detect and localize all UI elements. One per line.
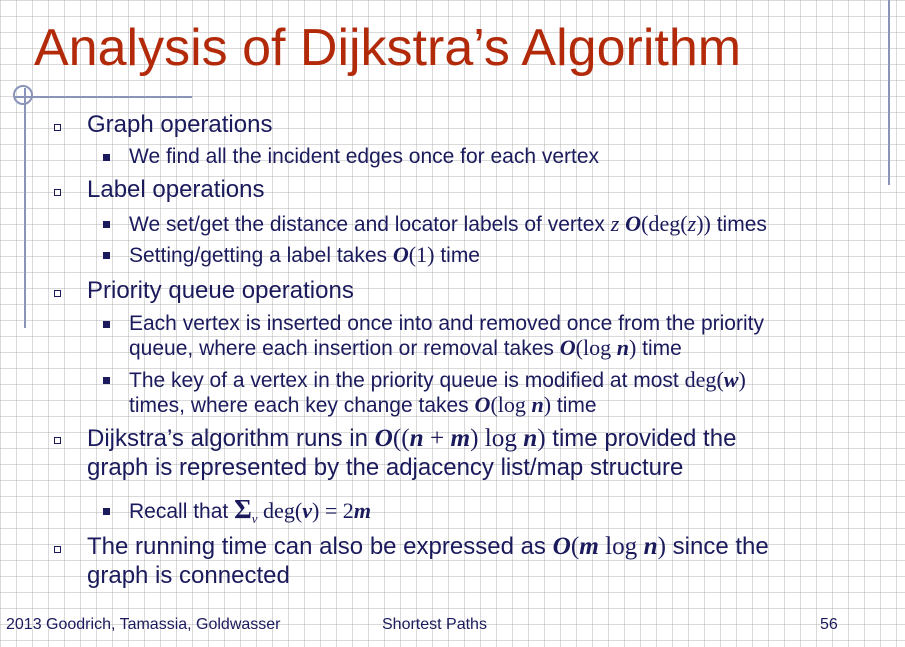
footer-copyright: 2013 Goodrich, Tamassia, Goldwasser bbox=[6, 616, 281, 633]
bullet-incident-edges: We find all the incident edges once for each vertex bbox=[129, 145, 600, 168]
bullet-recall-sum-degrees: Recall that $\Sigma_v$ deg(v) = 2m bbox=[129, 494, 371, 527]
filled-bullet-icon bbox=[103, 508, 110, 515]
filled-bullet-icon bbox=[103, 377, 110, 384]
bullet-insert-remove-line2: queue, where each insertion or removal takes O(log n) time bbox=[129, 335, 682, 360]
bullet-key-modified-line2: times, where each key change takes O(log n) time bbox=[129, 392, 597, 417]
bullet-set-get-labels: We set/get the distance and locator labels of vertex z O(deg(z)) times bbox=[129, 211, 767, 236]
deco-vertical-line bbox=[24, 88, 26, 328]
deco-ring bbox=[13, 85, 33, 105]
bullet-priority-queue-operations: Priority queue operations bbox=[87, 277, 354, 304]
bullet-graph-operations: Graph operations bbox=[87, 111, 273, 138]
filled-bullet-icon bbox=[103, 252, 110, 259]
square-bullet-icon bbox=[54, 546, 61, 553]
filled-bullet-icon bbox=[103, 154, 110, 161]
square-bullet-icon bbox=[54, 437, 61, 444]
bullet-insert-remove-line1: Each vertex is inserted once into and removed once from the priority bbox=[129, 312, 764, 335]
bullet-dijkstra-runtime-line2: graph is represented by the adjacency list/map structure bbox=[87, 454, 684, 481]
square-bullet-icon bbox=[54, 189, 61, 196]
bullet-label-operations: Label operations bbox=[87, 176, 265, 203]
bullet-dijkstra-runtime-line1: Dijkstra’s algorithm runs in O((n + m) log n) time provided the bbox=[87, 425, 737, 452]
footer-page-number: 56 bbox=[820, 616, 838, 633]
square-bullet-icon bbox=[54, 290, 61, 297]
footer-topic: Shortest Paths bbox=[382, 616, 487, 633]
deco-right-line bbox=[888, 0, 890, 185]
bullet-label-time: Setting/getting a label takes O(1) time bbox=[129, 242, 480, 267]
filled-bullet-icon bbox=[103, 321, 110, 328]
bullet-running-time-line1: The running time can also be expressed as O(m log n) since the bbox=[87, 533, 769, 560]
filled-bullet-icon bbox=[103, 221, 110, 228]
bullet-running-time-line2: graph is connected bbox=[87, 562, 290, 589]
square-bullet-icon bbox=[54, 124, 61, 131]
slide-title: Analysis of Dijkstra’s Algorithm bbox=[34, 19, 742, 77]
deco-horizontal-line bbox=[14, 96, 192, 98]
bullet-key-modified-line1: The key of a vertex in the priority queue is modified at most deg(w) bbox=[129, 367, 746, 392]
